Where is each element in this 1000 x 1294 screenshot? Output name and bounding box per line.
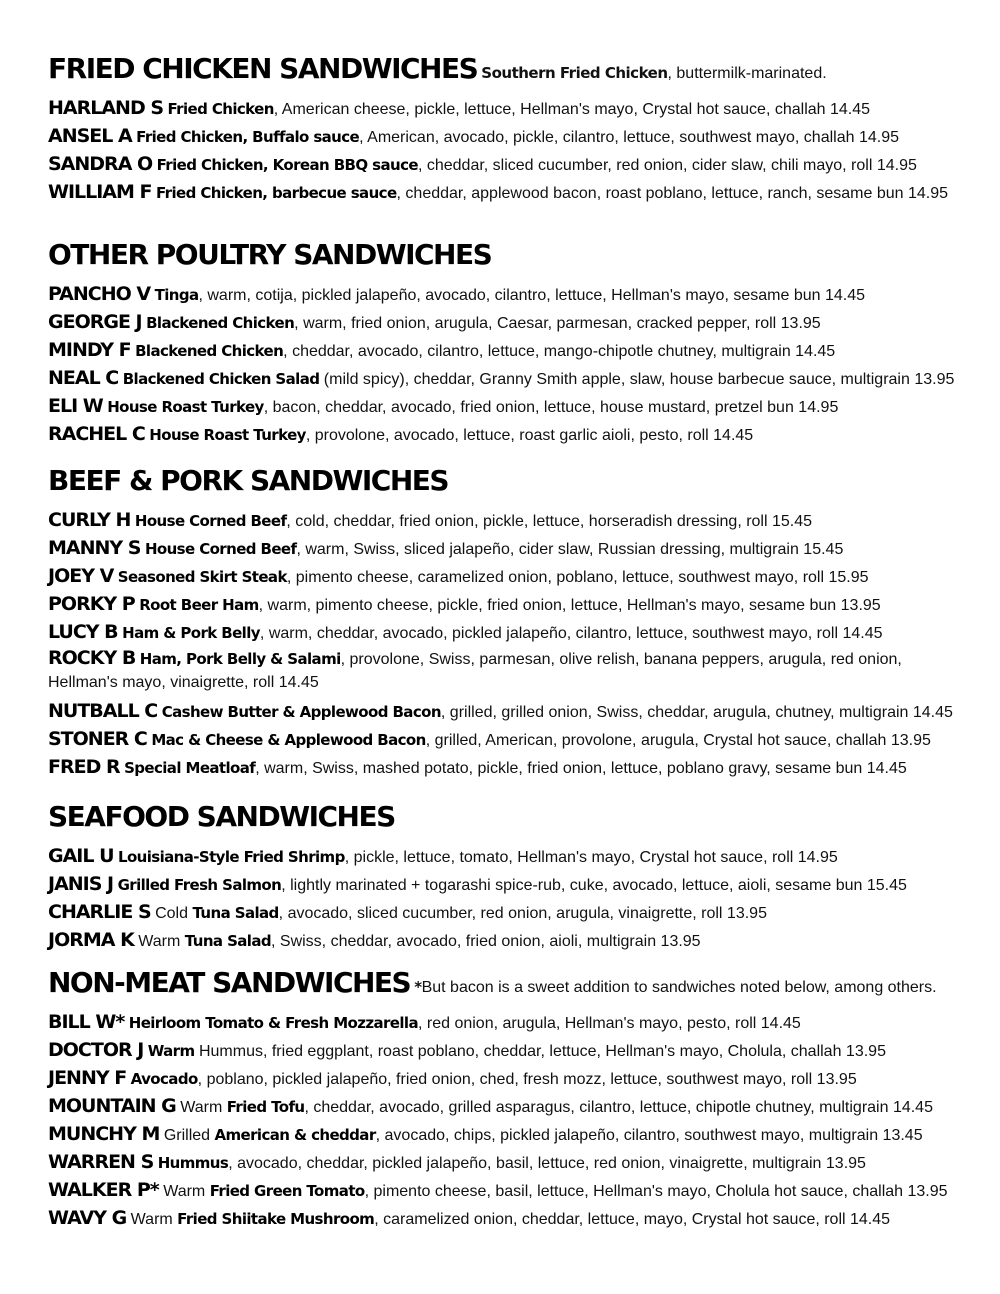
item-main-ingredient: Avocado [130,1070,198,1088]
menu-item [48,698,968,726]
menu-item [48,365,968,393]
item-name: MINDY F [48,339,131,361]
menu-item [48,1093,968,1121]
item-name: JENNY F [48,1067,127,1089]
item-name: WALKER P* [48,1179,159,1201]
menu-section [48,52,968,212]
item-name: JANIS J [48,873,114,895]
item-name: DOCTOR J [48,1039,144,1061]
item-description: , avocado, chips, pickled jalapeño, cilantro, southwest mayo, multigrain 13.45 [375,1127,923,1144]
menu-item [48,535,968,563]
menu-item [48,1065,968,1093]
item-main-ingredient: Ham, Pork Belly & Salami [139,650,341,668]
item-main-ingredient: Grilled Fresh Salmon [117,876,282,894]
section-title: BEEF & PORK SANDWICHES [48,464,449,497]
menu-item [48,899,968,927]
item-description: , cold, cheddar, fried onion, pickle, lettuce, horseradish dressing, roll 15.45 [286,513,813,530]
menu-document [48,52,968,1259]
item-name: BILL W* [48,1011,125,1033]
item-description: , cheddar, sliced cucumber, red onion, cider slaw, chili mayo, roll 14.95 [417,157,917,174]
item-main-ingredient: Blackened Chicken [135,342,284,360]
item-description: , cheddar, avocado, grilled asparagus, cilantro, lettuce, chipotle chutney, multigrain 14.45 [304,1099,933,1116]
menu-item [48,421,968,449]
item-description: , pimento cheese, basil, lettuce, Hellman's mayo, Cholula hot sauce, challah 13.95 [364,1183,948,1200]
item-name: MANNY S [48,537,141,559]
item-prefix: Cold [155,905,193,922]
item-main-ingredient: House Corned Beef [134,512,287,530]
item-main-ingredient: Heirloom Tomato & Fresh Mozzarella [128,1014,418,1032]
item-main-ingredient: Fried Chicken, Korean BBQ sauce [156,156,418,174]
item-main-ingredient: American & cheddar [214,1126,376,1144]
item-description: , poblano, pickled jalapeño, fried onion, ched, fresh mozz, lettuce, southwest mayo, roll 13.95 [197,1071,857,1088]
menu-item [48,179,968,207]
item-name: STONER C [48,728,147,750]
section-note [414,979,936,996]
menu-item [48,281,968,309]
section-title: FRIED CHICKEN SANDWICHES [48,52,478,85]
item-description: , American, avocado, pickle, cilantro, lettuce, southwest mayo, challah 14.95 [359,129,899,146]
menu-item [48,1009,968,1037]
item-description: , cheddar, applewood bacon, roast poblano, lettuce, ranch, sesame bun 14.95 [396,185,949,202]
menu-item [48,393,968,421]
item-name: NEAL C [48,367,119,389]
item-description: , caramelized onion, cheddar, lettuce, mayo, Crystal hot sauce, roll 14.45 [374,1211,891,1228]
item-name: GEORGE J [48,311,142,333]
item-prefix: Warm [138,933,185,950]
item-description: , provolone, Swiss, parmesan, olive relish, banana peppers, arugula, red onion, Hellman's mayo, vinaigrette, roll 14.45 [48,651,902,691]
item-prefix: Warm [130,1211,178,1228]
item-main-ingredient: Fried Tofu [226,1098,305,1116]
item-main-ingredient: Special Meatloaf [124,759,256,777]
item-prefix: Warm [163,1183,210,1200]
item-name: HARLAND S [48,97,164,119]
item-name: ANSEL A [48,125,132,147]
item-main-ingredient: Root Beer Ham [139,596,259,614]
item-main-ingredient: Fried Chicken, Buffalo sauce [136,128,360,146]
section-title: SEAFOOD SANDWICHES [48,800,395,833]
menu-item [48,337,968,365]
item-name: RACHEL C [48,423,145,445]
item-description: , American cheese, pickle, lettuce, Hellman's mayo, Crystal hot sauce, challah 14.45 [273,101,871,118]
item-main-ingredient: House Roast Turkey [149,426,306,444]
item-description: , warm, cotija, pickled jalapeño, avocado, cilantro, lettuce, Hellman's mayo, sesame bun 14.45 [198,287,865,304]
item-main-ingredient: Ham & Pork Belly [122,624,260,642]
menu-item [48,563,968,591]
item-name: NUTBALL C [48,700,158,722]
item-name: ELI W [48,395,103,417]
item-main-ingredient: Louisiana-Style Fried Shrimp [117,848,345,866]
item-main-ingredient: Fried Shiitake Mushroom [177,1210,375,1228]
menu-item [48,871,968,899]
item-description: , warm, cheddar, avocado, pickled jalapeño, cilantro, lettuce, southwest mayo, roll 14.45 [259,625,883,642]
menu-item [48,1121,968,1149]
item-main-ingredient: Tinga [154,286,199,304]
item-main-ingredient: Tuna Salad [192,904,279,922]
item-name: WARREN S [48,1151,154,1173]
item-prefix: Warm [180,1099,227,1116]
item-main-ingredient: Mac & Cheese & Applewood Bacon [151,731,426,749]
item-description: (mild spicy), cheddar, Granny Smith apple, slaw, house barbecue sauce, multigrain 13.95 [319,371,955,388]
section-header [48,464,968,503]
menu-item [48,843,968,871]
menu-item [48,123,968,151]
item-name: ROCKY B [48,647,136,669]
item-description: , cheddar, avocado, cilantro, lettuce, mango-chipotle chutney, multigrain 14.45 [283,343,836,360]
menu-section [48,464,968,778]
item-main-ingredient: Fried Green Tomato [209,1182,365,1200]
item-main-ingredient: Blackened Chicken [146,314,295,332]
menu-section [48,966,968,1233]
item-description: Hummus, fried eggplant, roast poblano, cheddar, lettuce, Hellman's mayo, Cholula, challah 13.95 [194,1043,886,1060]
item-main-ingredient: House Roast Turkey [107,398,264,416]
section-note-text: But bacon is a sweet addition to sandwiches noted below, among others. [421,979,937,996]
menu-item [48,309,968,337]
item-description: , red onion, arugula, Hellman's mayo, pesto, roll 14.45 [417,1015,801,1032]
section-header [48,52,968,91]
menu-item [48,619,968,647]
item-description: , provolone, avocado, lettuce, roast garlic aioli, pesto, roll 14.45 [305,427,754,444]
item-main-ingredient: House Corned Beef [144,540,297,558]
item-main-ingredient: Fried Chicken, barbecue sauce [155,184,397,202]
menu-item [48,1177,968,1205]
item-description: , pimento cheese, caramelized onion, poblano, lettuce, southwest mayo, roll 15.95 [286,569,869,586]
item-name: WAVY G [48,1207,127,1229]
item-description: , warm, Swiss, mashed potato, pickle, fried onion, lettuce, poblano gravy, sesame bun 14.45 [255,760,907,777]
item-name: JOEY V [48,565,114,587]
item-name: CHARLIE S [48,901,151,923]
item-name: PANCHO V [48,283,151,305]
menu-item [48,726,968,754]
item-name: JORMA K [48,929,134,951]
item-main-ingredient: Blackened Chicken Salad [122,370,320,388]
section-note-text: , buttermilk-marinated. [667,65,827,82]
menu-item [48,927,968,955]
item-name: MUNCHY M [48,1123,160,1145]
menu-item [48,754,968,782]
item-description: , warm, fried onion, arugula, Caesar, parmesan, cracked pepper, roll 13.95 [294,315,821,332]
item-description: , warm, pimento cheese, pickle, fried onion, lettuce, Hellman's mayo, sesame bun 13.95 [258,597,881,614]
item-description: , bacon, cheddar, avocado, fried onion, lettuce, house mustard, pretzel bun 14.95 [263,399,839,416]
item-name: WILLIAM F [48,181,152,203]
item-description: , lightly marinated + togarashi spice-rub, cuke, avocado, lettuce, aioli, sesame bun 15.45 [281,877,907,894]
item-name: PORKY P [48,593,135,615]
menu-item [48,1149,968,1177]
section-note [481,65,826,82]
section-header [48,238,968,277]
item-name: GAIL U [48,845,114,867]
item-main-ingredient: Seasoned Skirt Steak [117,568,287,586]
item-name: SANDRA O [48,153,153,175]
item-main-ingredient: Cashew Butter & Applewood Bacon [161,703,441,721]
item-main-ingredient: Hummus [157,1154,229,1172]
item-name: CURLY H [48,509,131,531]
section-note-highlight: Southern Fried Chicken [481,64,668,82]
section-title: NON-MEAT SANDWICHES [48,966,411,999]
section-header [48,966,968,1005]
item-name: FRED R [48,756,120,778]
section-header [48,800,968,839]
item-description: , pickle, lettuce, tomato, Hellman's mayo, Crystal hot sauce, roll 14.95 [344,849,838,866]
item-description: , grilled, American, provolone, arugula, Crystal hot sauce, challah 13.95 [425,732,931,749]
item-description: , grilled, grilled onion, Swiss, cheddar, arugula, chutney, multigrain 14.45 [440,704,953,721]
item-name: LUCY B [48,621,118,643]
item-description: , warm, Swiss, sliced jalapeño, cider slaw, Russian dressing, multigrain 15.45 [296,541,844,558]
menu-item [48,591,968,619]
menu-item [48,95,968,123]
item-prefix: Grilled [163,1127,215,1144]
menu-item [48,1037,968,1065]
item-main-ingredient: Tuna Salad [184,932,271,950]
item-main-ingredient: Fried Chicken [167,100,274,118]
menu-section [48,238,968,445]
menu-item [48,507,968,535]
item-name: MOUNTAIN G [48,1095,176,1117]
item-description: , Swiss, cheddar, avocado, fried onion, aioli, multigrain 13.95 [271,933,701,950]
item-description: , avocado, sliced cucumber, red onion, arugula, vinaigrette, roll 13.95 [278,905,767,922]
section-title: OTHER POULTRY SANDWICHES [48,238,492,271]
menu-section [48,800,968,951]
menu-item [48,151,968,179]
item-description: , avocado, cheddar, pickled jalapeño, basil, lettuce, red onion, vinaigrette, multigrain 13.95 [228,1155,866,1172]
section-note-highlight: * [414,978,422,996]
menu-item [48,647,968,694]
menu-item [48,1205,968,1233]
item-main-ingredient: Warm [147,1042,195,1060]
